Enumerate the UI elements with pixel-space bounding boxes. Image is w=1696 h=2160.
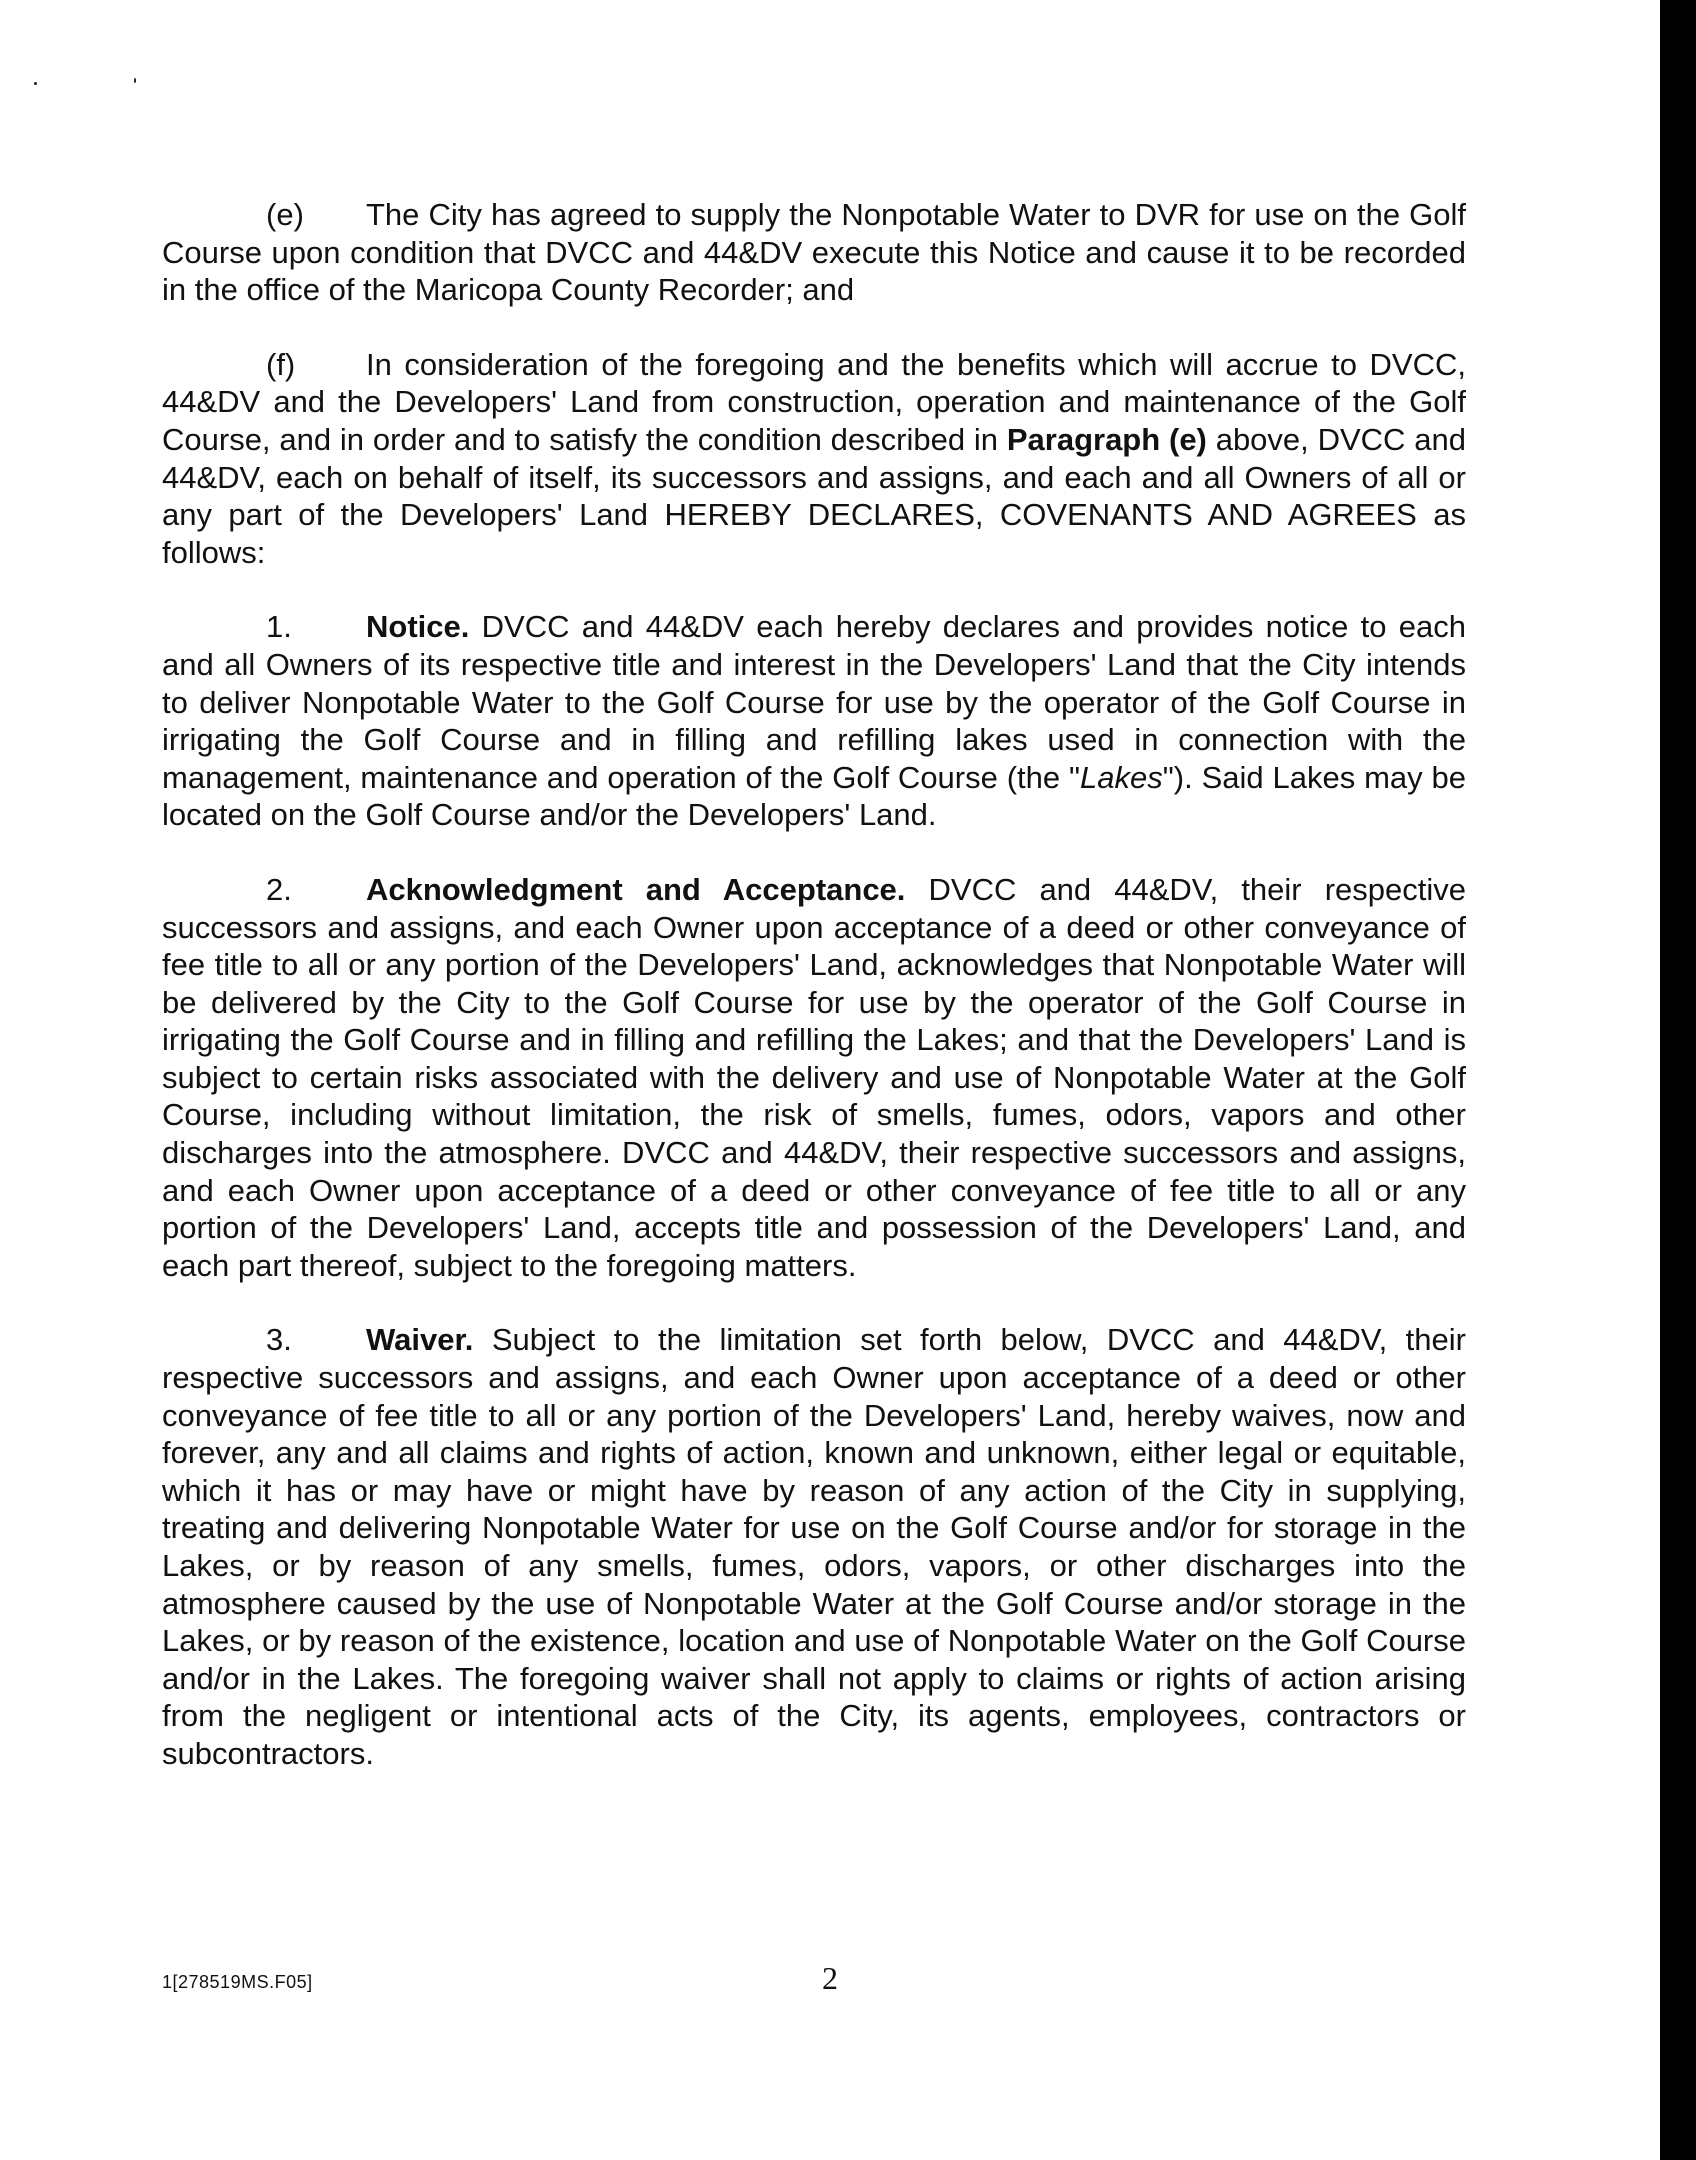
- section-1-text-after: "). Said Lakes may be located on the Golf Course and/or the Developers' Land.: [162, 759, 1466, 833]
- section-2-acknowledgment: [162, 871, 1466, 1285]
- scan-edge-bar: [1660, 0, 1696, 2160]
- section-2-number: 2.: [266, 871, 292, 907]
- scan-speck: [134, 78, 136, 83]
- scan-speck: [34, 82, 37, 85]
- section-3-text: Subject to the limitation set forth below, DVCC and 44&DV, their respective successors and assigns, and each Owner upon acceptance of a deed or other conveyance of fee title to all or any portion of the Developers' Land, hereby waives, now and forever, any and all claims and rights of action, known and unknown, either legal or equitable, which it has or may have or might have by reason of any action of the City in supplying, treating and delivering Nonpotable Water for use on the Golf Course and/or for storage in the Lakes, or by reason of any smells, fumes, odors, vapors, or other discharges into the atmosphere caused by the use of Nonpotable Water at the Golf Course and/or storage in the Lakes, or by reason of the existence, location and use of Nonpotable Water on the Golf Course and/or in the Lakes. The foregoing waiver shall not apply to claims or rights of action arising from the negligent or intentional acts of the City, its agents, employees, contractors or subcontractors.: [162, 1322, 1466, 1771]
- paragraph-f-reference: Paragraph (e): [1006, 421, 1207, 457]
- section-3-number: 3.: [266, 1322, 292, 1358]
- section-3-waiver: [162, 1321, 1466, 1772]
- section-1-text-before: DVCC and 44&DV each hereby declares and provides notice to each and all Owners of its respective title and interest in the Developers' Land that the City intends to deliver Nonpotable Water to the Golf Course for use by the operator of the Golf Course in irrigating the Golf Course and in filling and refilling lakes used in connection with the management, maintenance and operation of the Golf Course (the ": [162, 609, 1466, 795]
- paragraph-e-label: (e): [266, 197, 304, 232]
- paragraph-f-label: (f): [266, 346, 296, 382]
- page-number: 2: [822, 1960, 838, 1996]
- paragraph-e-text: The City has agreed to supply the Nonpotable Water to DVR for use on the Golf Course upon condition that DVCC and 44&DV execute this Notice and cause it to be recorded in the office of the Maricopa County Recorder; and: [162, 197, 1466, 308]
- paragraph-f: [162, 346, 1466, 572]
- section-3-heading: Waiver.: [366, 1322, 474, 1358]
- paragraph-f-text-before: In consideration of the foregoing and the benefits which will accrue to DVCC, 44&DV and the Developers' Land from construction, operation and maintenance of the Golf Course, and in order and to satisfy the condition described in: [162, 346, 1466, 457]
- document-body: [162, 196, 1466, 1810]
- paragraph-f-text-after: above, DVCC and 44&DV, each on behalf of itself, its successors and assigns, and each and all Owners of all or any part of the Developers' Land HEREBY DECLARES, COVENANTS AND AGREES as follows:: [162, 421, 1466, 570]
- section-1-defined-term: Lakes: [1080, 759, 1163, 795]
- paragraph-e: [162, 196, 1466, 309]
- section-2-heading: Acknowledgment and Acceptance.: [366, 871, 906, 907]
- section-1-heading: Notice.: [366, 609, 470, 645]
- section-1-number: 1.: [266, 609, 292, 645]
- document-code: 1[278519MS.F05]: [162, 1972, 313, 1992]
- section-1-notice: [162, 608, 1466, 834]
- section-2-text: DVCC and 44&DV, their respective successors and assigns, and each Owner upon acceptance of a deed or other conveyance of fee title to all or any portion of the Developers' Land, acknowledges that Nonpotable Water will be delivered by the City to the Golf Course for use by the operator of the Golf Course in irrigating the Golf Course and in filling and refilling the Lakes; and that the Developers' Land is subject to certain risks associated with the delivery and use of Nonpotable Water at the Golf Course, including without limitation, the risk of smells, fumes, odors, vapors and other discharges into the atmosphere. DVCC and 44&DV, their respective successors and assigns, and each Owner upon acceptance of a deed or other conveyance of fee title to all or any portion of the Developers' Land, accepts title and possession of the Developers' Land, and each part thereof, subject to the foregoing matters.: [162, 871, 1466, 1283]
